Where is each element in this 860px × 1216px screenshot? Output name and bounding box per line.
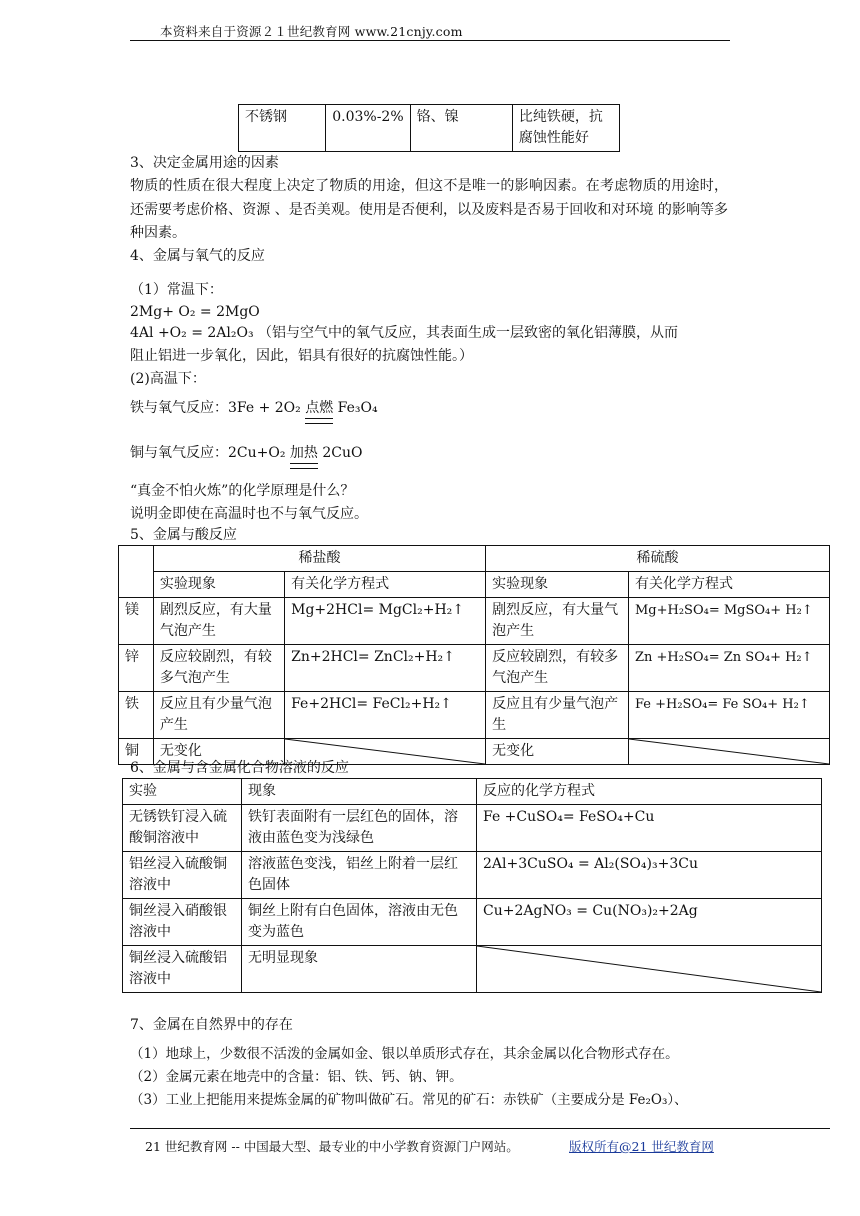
eq-al-o2-line: [130, 322, 730, 346]
s3-title: 3、决定金属用途的因素: [130, 155, 279, 171]
col-phenomenon: 现象: [242, 779, 477, 805]
s5-title: 5、金属与酸反应: [130, 527, 237, 543]
eq-al-o2-note: （铝与空气中的氧气反应，其表面生成一层致密的氧化铝薄膜，从而: [258, 325, 679, 341]
phenomenon-cell: 反应且有少量气泡产生: [153, 692, 284, 739]
s7-line2: （2）金属元素在地壳中的含量：铝、铁、钙、钠、钾。: [130, 1069, 463, 1085]
equation-cell: Zn +H₂SO₄= Zn SO₄+ H₂↑: [628, 645, 829, 692]
phenomenon-cell: 铜丝上附有白色固体，溶液由无色变为蓝色: [242, 899, 477, 946]
equation-cell: Fe+2HCl= FeCl₂+H₂↑: [285, 692, 486, 739]
footer-text: 21 世纪教育网 -- 中国最大型、最专业的中小学教育资源门户网站。: [145, 1139, 519, 1154]
phenomenon-cell: 反应较剧烈，有较多气泡产生: [486, 645, 629, 692]
s7-title: 7、金属在自然界中的存在: [130, 1017, 293, 1033]
phenomenon-cell: 剧烈反应，有大量气泡产生: [153, 598, 284, 645]
s4-case2: (2)高温下：: [130, 371, 206, 387]
table-row: [123, 899, 822, 946]
s4-case1: （1）常温下：: [130, 282, 223, 298]
page-footer: [145, 1137, 714, 1155]
phenomenon-cell: 反应较剧烈，有较多气泡产生: [153, 645, 284, 692]
phenomenon-cell: 反应且有少量气泡产生: [486, 692, 629, 739]
other-elements: 铬、镍: [410, 105, 512, 152]
copyright-link[interactable]: 版权所有@21 世纪教育网: [569, 1139, 714, 1154]
phenomenon-cell: 无变化: [153, 739, 284, 765]
reaction-condition: 加热: [290, 442, 318, 466]
table-row: [123, 946, 822, 993]
acid-reaction-table: [118, 545, 830, 765]
s7-line3: （3）工业上把能用来提炼金属的矿物叫做矿石。常见的矿石：赤铁矿（主要成分是 Fe₂O₃）、: [130, 1092, 688, 1108]
alloy-name: 不锈钢: [239, 105, 326, 152]
phenomenon-cell: 剧烈反应，有大量气泡产生: [486, 598, 629, 645]
experiment-cell: 铝丝浸入硫酸铜溶液中: [123, 852, 242, 899]
equation-cell: Mg+H₂SO₄= MgSO₄+ H₂↑: [628, 598, 829, 645]
metal-name: 铁: [119, 692, 154, 739]
metal-name: 铜: [119, 739, 154, 765]
eq-cu-o2: 铜与氧气反应：2Cu+O₂ 加热 2CuO: [130, 442, 730, 466]
phenomenon-cell: 无明显现象: [242, 946, 477, 993]
equation-cell: Cu+2AgNO₃ = Cu(NO₃)₂+2Ag: [477, 899, 822, 946]
experiment-cell: 无锈铁钉浸入硫酸铜溶液中: [123, 805, 242, 852]
empty-diagonal-cell: [477, 946, 822, 993]
s3-body: 物质的性质在很大程度上决定了物质的用途，但这不是唯一的影响因素。在考虑物质的用途时，还需要考虑价格、资源 、是否美观。使用是否便利，以及废料是否易于回收和对环境 的影响等多种因素。: [130, 178, 728, 241]
table-row: [119, 692, 830, 739]
table-row: [123, 805, 822, 852]
equation-cell: 2Al+3CuSO₄ = Al₂(SO₄)₃+3Cu: [477, 852, 822, 899]
acid-header-hcl: 稀盐酸: [153, 546, 485, 572]
col-equation: 有关化学方程式: [285, 572, 486, 598]
col-phenomenon: 实验现象: [153, 572, 284, 598]
table-row: [119, 645, 830, 692]
s7-line1: （1）地球上，少数很不活泼的金属如金、银以单质形式存在，其余金属以化合物形式存在。: [130, 1046, 679, 1062]
table-row: [119, 598, 830, 645]
metal-name: 锌: [119, 645, 154, 692]
equation-cell: Zn+2HCl= ZnCl₂+H₂↑: [285, 645, 486, 692]
phenomenon-cell: 铁钉表面附有一层红色的固体，溶液由蓝色变为浅绿色: [242, 805, 477, 852]
alloy-table: [238, 104, 620, 152]
table-row: [239, 105, 620, 152]
col-equation: 有关化学方程式: [628, 572, 829, 598]
question: “真金不怕火炼”的化学原理是什么？: [130, 483, 355, 499]
corner-cell: [119, 546, 154, 598]
s6-title: 6、金属与含金属化合物溶液的反应: [130, 760, 349, 776]
alloy-property: 比纯铁硬，抗腐蚀性能好: [512, 105, 619, 152]
equation-cell: Fe +H₂SO₄= Fe SO₄+ H₂↑: [628, 692, 829, 739]
page-header: 本资料来自于资源２１世纪教育网 www.21cnjy.com: [160, 24, 463, 39]
table-row: [123, 852, 822, 899]
col-phenomenon: 实验现象: [486, 572, 629, 598]
eq-al-o2: 4Al +O₂ = 2Al₂O₃: [130, 325, 254, 341]
reaction-condition: 点燃: [305, 397, 333, 421]
eq-mg-o2: 2Mg+ O₂ = 2MgO: [130, 304, 260, 320]
experiment-cell: 铜丝浸入硫酸铝溶液中: [123, 946, 242, 993]
eq-fe-o2: 铁与氧气反应：3Fe + 2O₂ 点燃 Fe₃O₄: [130, 397, 730, 421]
footer-rule: [130, 1128, 830, 1129]
equation-cell: Mg+2HCl= MgCl₂+H₂↑: [285, 598, 486, 645]
answer: 说明金即使在高温时也不与氧气反应。: [130, 506, 368, 522]
col-equation: 反应的化学方程式: [477, 779, 822, 805]
col-experiment: 实验: [123, 779, 242, 805]
acid-header-h2so4: 稀硫酸: [486, 546, 830, 572]
header-rule: [130, 40, 730, 41]
metal-name: 镁: [119, 598, 154, 645]
carbon-content: 0.03%-2%: [326, 105, 410, 152]
phenomenon-cell: 无变化: [486, 739, 629, 765]
s4-title: 4、金属与氧气的反应: [130, 248, 265, 264]
eq-al-o2-note-cont: 阻止铝进一步氧化，因此，铝具有很好的抗腐蚀性能。）: [130, 348, 473, 364]
displacement-table: [122, 778, 822, 993]
experiment-cell: 铜丝浸入硝酸银溶液中: [123, 899, 242, 946]
equation-cell: Fe +CuSO₄= FeSO₄+Cu: [477, 805, 822, 852]
phenomenon-cell: 溶液蓝色变浅，铝丝上附着一层红色固体: [242, 852, 477, 899]
